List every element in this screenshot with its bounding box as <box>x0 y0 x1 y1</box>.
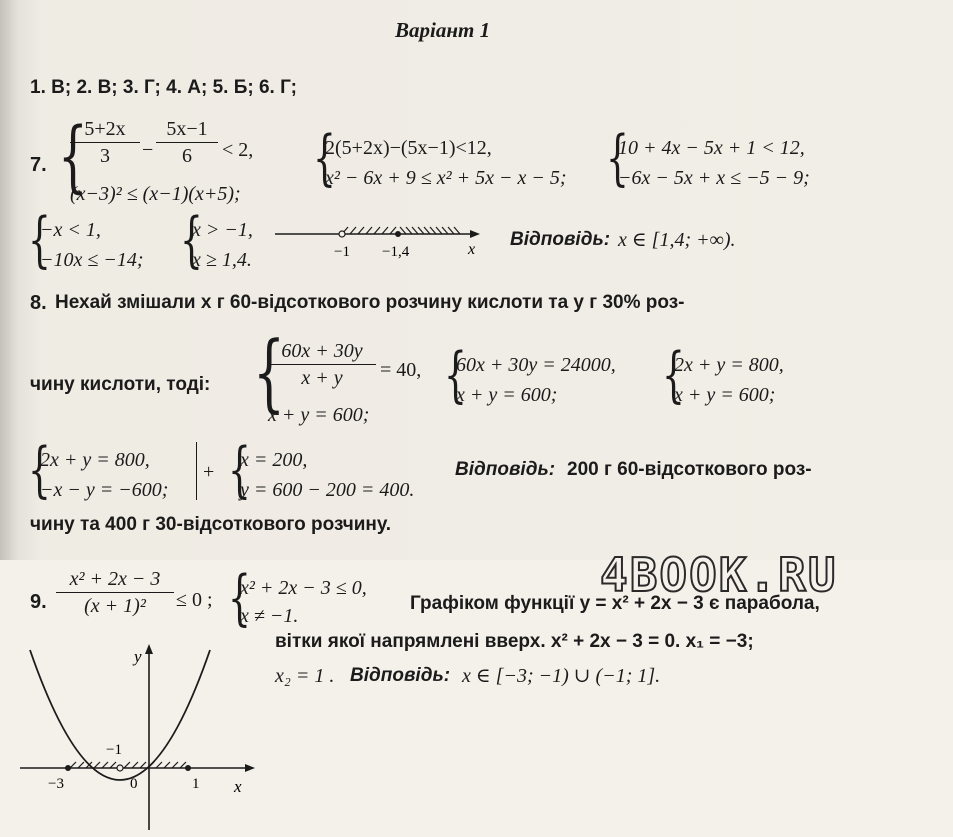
q8-s1-line2: x + y = 600; <box>268 404 370 426</box>
q7-open-point <box>339 231 345 237</box>
q7-brace-2: { <box>313 123 336 193</box>
q7-label-minus14: −1,4 <box>382 244 410 260</box>
q8-frac-num: 60x + 30y <box>281 340 363 362</box>
q8-line1: Нехай змішали x г 60-відсоткового розчину кислоти та y г 30% роз- <box>55 292 685 313</box>
q7-frac2-den: 6 <box>182 145 192 167</box>
answers-1-6: 1. В; 2. В; 3. Г; 4. А; 5. Б; 6. Г; <box>30 77 297 98</box>
q9-parabola <box>30 650 210 780</box>
q7-brace-4: { <box>28 205 51 275</box>
q8-fraction <box>268 340 376 389</box>
q9-label-y: y <box>134 647 142 666</box>
q9-point-minus3 <box>65 765 71 771</box>
q8-brace-1: { <box>253 323 286 421</box>
q8-brace-3: { <box>662 340 685 410</box>
q8-s5-line2: y = 600 − 200 = 400. <box>240 479 415 501</box>
q9-frac-tail: ≤ 0 ; <box>176 589 213 611</box>
q9-brace: { <box>228 563 251 633</box>
q9-s-line1: x² + 2x − 3 ≤ 0, <box>240 577 367 599</box>
q7-s3-line2: −6x − 5x + x ≤ −5 − 9; <box>618 167 810 189</box>
q9-frac-bar <box>56 592 174 593</box>
q9-label-1: 1 <box>192 776 200 792</box>
q8-s5-line1: x = 200, <box>240 449 308 471</box>
q9-label-minus3: −3 <box>48 776 64 792</box>
q8-frac-tail: = 40, <box>380 359 422 381</box>
q9-text3-a: x₂ = 1 . <box>275 665 335 687</box>
q8-s2-line1: 60x + 30y = 24000, <box>456 354 616 376</box>
q8-answer-label: Відповідь: <box>455 459 556 480</box>
q7-hatch-left <box>342 227 396 234</box>
q7-label-x: x <box>468 241 476 258</box>
q7-number-line <box>270 220 490 260</box>
q8-line2-prefix: чину кислоти, тоді: <box>30 374 211 395</box>
q8-brace-2: { <box>444 340 467 410</box>
q7-s1-line2: (x−3)² ≤ (x−1)(x+5); <box>70 183 241 205</box>
q8-s4-line2: −x − y = −600; <box>40 479 169 501</box>
variant-title: Варіант 1 <box>395 18 491 42</box>
q8-frac-den: x + y <box>301 367 343 389</box>
q7-s1-tail: < 2, <box>222 139 254 161</box>
q7-axis-arrow <box>470 230 480 238</box>
q8-add-bar <box>196 442 197 500</box>
q7-s4-line1: −x < 1, <box>40 219 101 241</box>
q7-frac2-num: 5x−1 <box>166 118 208 140</box>
q8-answer: 200 г 60-відсоткового роз- <box>567 459 812 480</box>
q9-frac-num: x² + 2x − 3 <box>69 568 161 590</box>
q8-brace-5: { <box>228 435 251 505</box>
q7-s5-line1: x > −1, <box>192 219 253 241</box>
q7-frac1-den: 3 <box>100 145 110 167</box>
q7-fraction-1 <box>70 118 140 167</box>
q9-parabola-graph <box>20 640 260 832</box>
q7-frac2-bar <box>156 142 218 143</box>
q9-frac-den: (x + 1)² <box>84 595 146 617</box>
q9-text1: Графіком функції y = x² + 2x − 3 є парабола, <box>410 593 820 614</box>
q8-frac-bar <box>268 364 376 365</box>
q7-closed-point <box>395 231 401 237</box>
q9-point-minus1 <box>117 765 123 771</box>
q7-label-minus1: −1 <box>334 244 350 260</box>
q9-y-arrow <box>145 644 153 654</box>
q9-label-x: x <box>234 777 242 796</box>
q8-number: 8. <box>30 292 47 314</box>
q8-plus: + <box>203 461 215 483</box>
q9-fraction <box>56 568 174 617</box>
q7-fraction-2 <box>156 118 218 167</box>
q7-s5-line2: x ≥ 1,4. <box>192 249 252 271</box>
q9-point-1 <box>185 765 191 771</box>
q7-s4-line2: −10x ≤ −14; <box>40 249 144 271</box>
q7-answer-label: Відповідь: <box>510 229 611 250</box>
q9-answer-label: Відповідь: <box>350 665 451 686</box>
q7-minus: − <box>142 139 154 161</box>
q9-label-minus1: −1 <box>106 742 122 758</box>
q7-frac1-num: 5+2x <box>84 118 126 140</box>
q9-label-0: 0 <box>130 776 138 792</box>
q9-text2: вітки якої напрямлені вверх. x² + 2x − 3 = 0. x₁ = −3; <box>275 631 754 652</box>
q8-s4-line1: 2x + y = 800, <box>40 449 150 471</box>
q7-s2-line1: 2(5+2x)−(5x−1)<12, <box>325 137 492 159</box>
q7-frac1-bar <box>70 142 140 143</box>
q8-s2-line2: x + y = 600; <box>456 384 558 406</box>
q7-hatch-right <box>400 227 460 234</box>
q8-answer-cont: чину та 400 г 30-відсоткового розчину. <box>30 514 392 535</box>
watermark: 4BOOK.RU <box>600 548 838 602</box>
q8-s3-line1: 2x + y = 800, <box>674 354 784 376</box>
q7-number: 7. <box>30 154 47 176</box>
q9-x-arrow <box>245 764 255 772</box>
q7-brace-3: { <box>606 123 629 193</box>
q8-brace-4: { <box>28 435 51 505</box>
q7-s2-line2: x² − 6x + 9 ≤ x² + 5x − x − 5; <box>325 167 567 189</box>
q7-s3-line1: 10 + 4x − 5x + 1 < 12, <box>618 137 805 159</box>
q7-brace-5: { <box>180 205 203 275</box>
q7-answer: x ∈ [1,4; +∞). <box>618 229 736 251</box>
q9-number: 9. <box>30 591 47 613</box>
q8-s3-line2: x + y = 600; <box>674 384 776 406</box>
q9-s-line2: x ≠ −1. <box>240 605 299 627</box>
q7-brace-1: { <box>58 112 88 202</box>
q9-answer: x ∈ [−3; −1) ∪ (−1; 1]. <box>462 665 661 687</box>
